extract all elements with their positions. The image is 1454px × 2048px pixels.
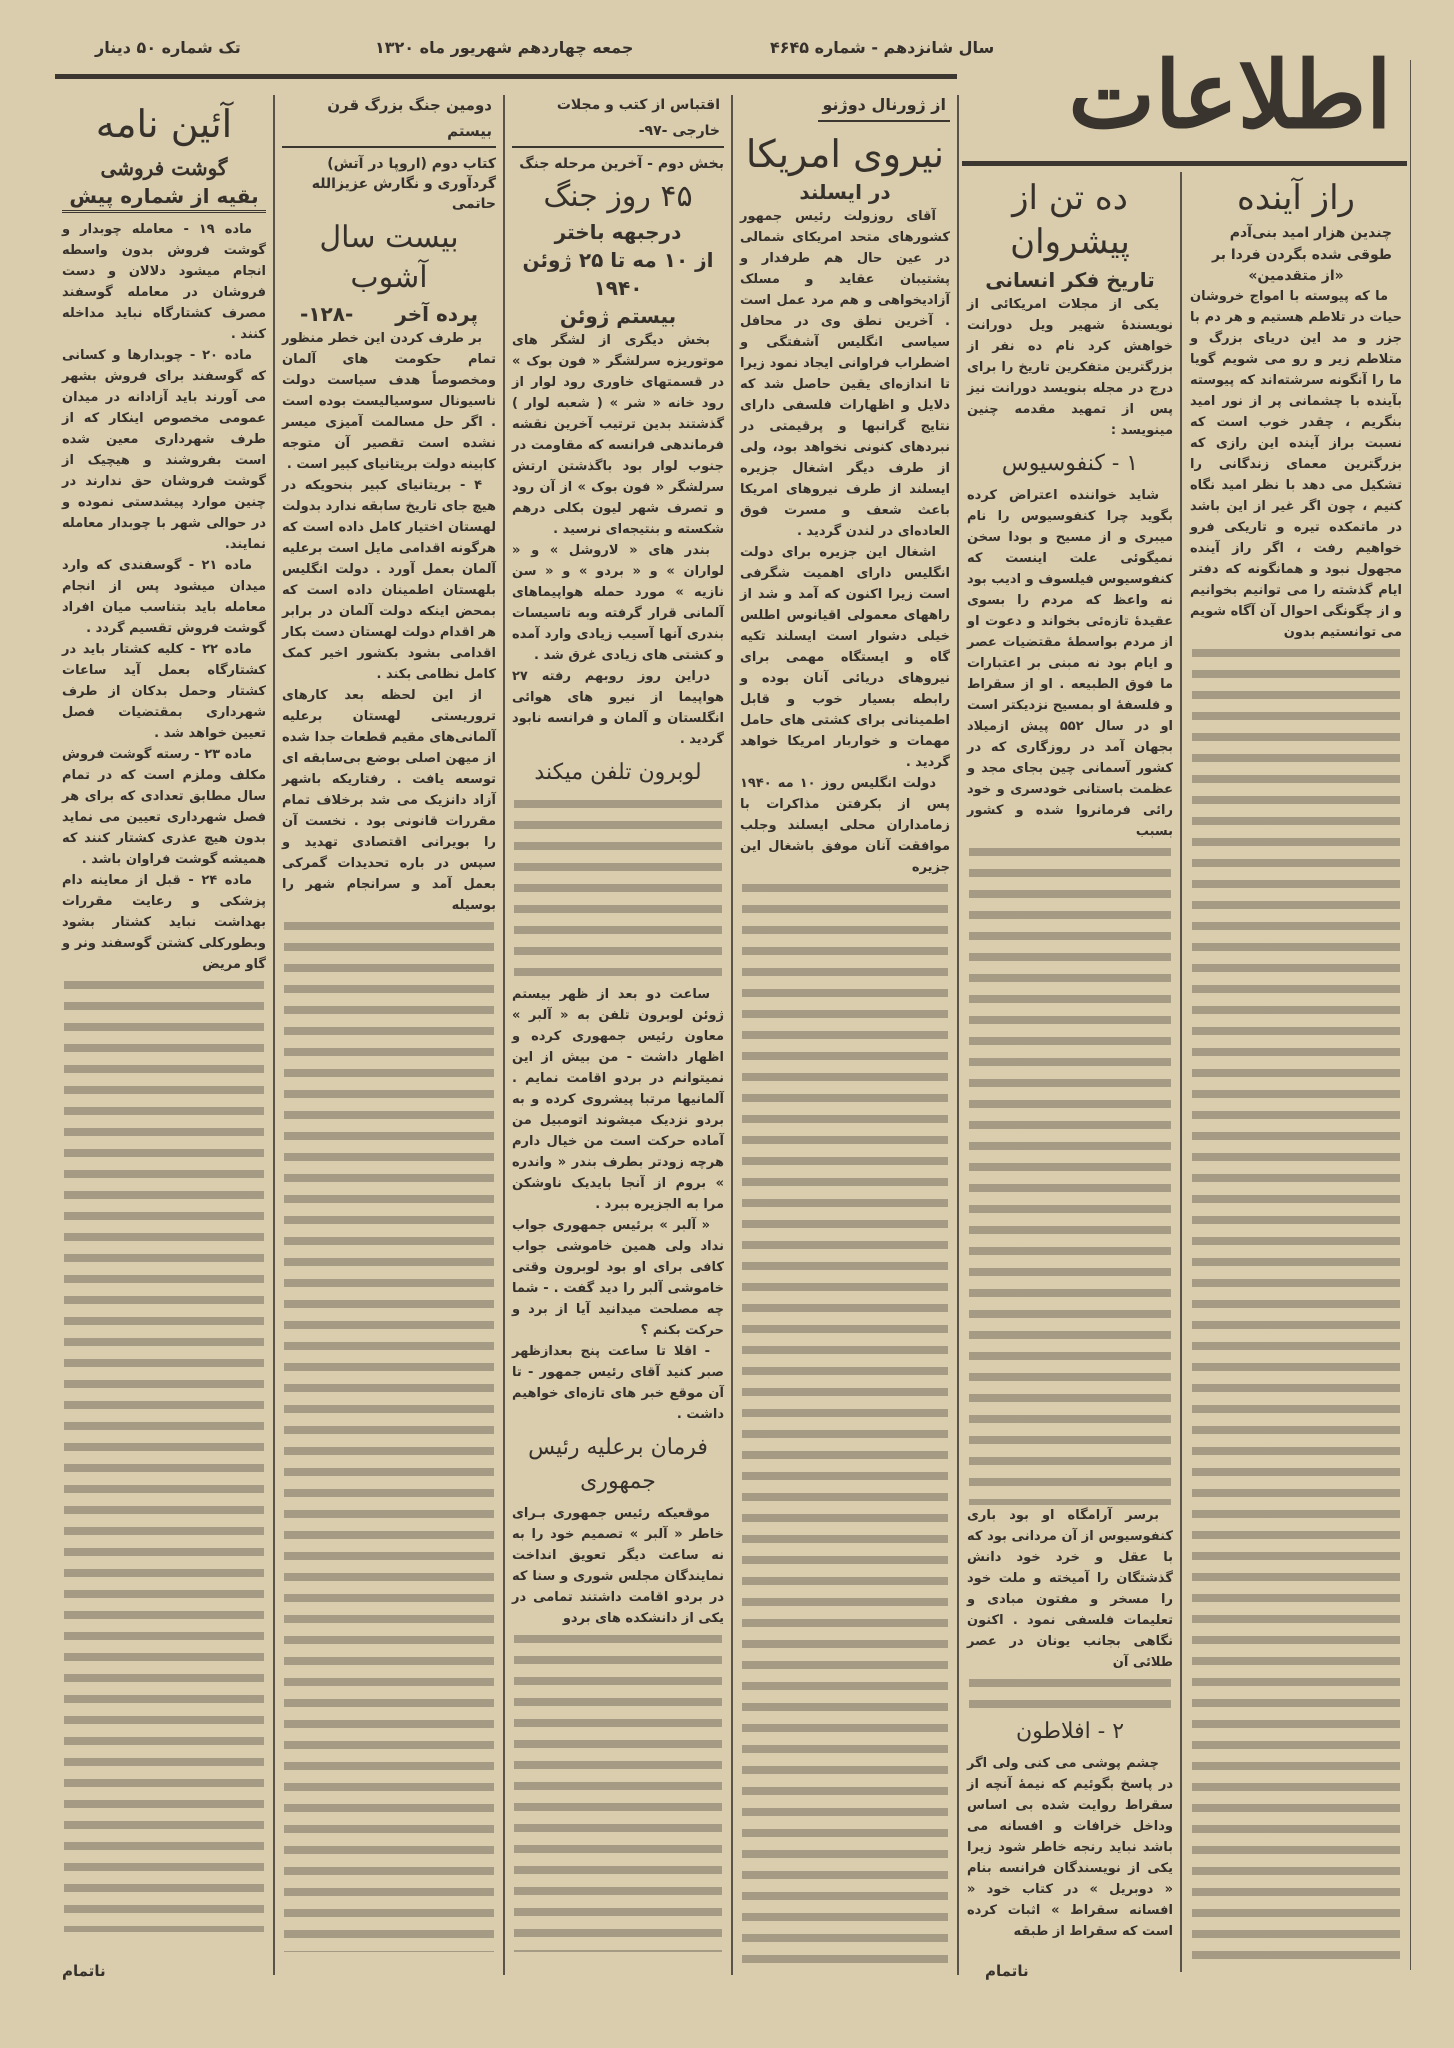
article-paragraph: ساعت دو بعد از ظهر بیستم ژوئن لوبرون تلفن به « آلبر » معاون رئیس جمهوری کرده و اظهار داشت - من بیش از این نمیتوانم در بردو اقامت نمایم . آلمانیها مرتبا پیشروی کرده و به بردو نزدیک میشوند اتومبیل من آماده حرکت است من خیال دارم هرچه زودتر بطرف بندر « واندره » بروم از آنجا بایدیک ناوشکن مرا به الجزیره ببرد . [512,987,724,1212]
article-subtitle: گوشت فروشی [100,156,228,180]
article-aein-nameh [55,92,273,1972]
epigraph: چندین هزار امید بنی‌آدم طوقی شده بگردن فردا بر [1212,225,1392,263]
article-paragraph: ماده ۲۲ - کلیه کشتار باید در کشتارگاه بعمل آید ساعات کشتار وحمل بدکان از طرف شهرداری بمقتضیات فصل تعیین خواهد شد . [62,642,266,741]
article-paragraph: دراین روز روبهم رفته ۲۷ هواپیما از نیرو های هوائی انگلستان و آلمان و فرانسه نابود گردید . [512,669,724,747]
article-paragraph: ماده ۲۴ - قبل از معاینه دام پزشکی و رعایت مقررات بهداشت نباید کشتار بشود وبطورکلی کشتن گوسفند ونر و گاو مریض [62,873,266,972]
issue-date: جمعه چهاردهم شهریور ماه ۱۳۲۰ [375,38,634,57]
article-title: بیست سال آشوب [319,220,459,295]
article-subtitle: تاریخ فکر انسانی [985,268,1155,292]
act-title: پرده آخر [395,302,478,326]
section-title: لوبرون تلفن میکند [534,760,702,785]
section-title: ۲ - افلاطون [1015,1719,1125,1744]
issue-number: سال شانزدهم - شماره ۴۶۴۵ [770,38,995,57]
article-author: گردآوری و نگارش عزیزالله حاتمی [311,176,496,212]
article-paragraph: شاید خواننده اعتراض کرده بگوید چرا کنفوسیوس را نام میبری و از مسیح و بودا سخن نمیگوئی علت اینست که کنفوسیوس فیلسوف و ادیب بود نه واعظ که مردم را بسوی عقیدهٔ تازه‌ئی بخواند و دعوت او از مردم بواسطهٔ مقتضیات عصر و ایام بود نه مبنی بر اعتبارات ما فوق الطبیعه . او از سقراط و فلسفهٔ او بمسیح نزدیکتر است او در سال ۵۵۲ پیش ازمیلاد بجهان آمد در روزگاری که در کشور آسمانی چین بجای مجد و عظمت باستانی خودسری و خود رائی فرمانروا شده و کشور بسبب [967,488,1173,839]
section-title: فرمان برعلیه رئیس جمهوری [528,1435,708,1494]
issue-price: تک شماره ۵۰ دینار [95,38,241,57]
article-paragraph: از این لحظه بعد کارهای تروریستی لهستان برعلیه آلمانی‌های مقیم قطعات جدا شده از میهن اصلی بوضع بی‌سابقه ای توسعه یافت . رفتاریکه باشهر آزاد دانزیک می شد برخلاف تمام مقررات قانونی بود . نخست آن را بویرانی اقتصادی تهدید و سپس در باره تحدیدات گمرکی بعمل آمد و سرانجام شهر را بوسیله [282,688,496,913]
article-day: بیستم ژوئن [559,304,677,328]
article-45-ruz-jang [505,92,731,1972]
article-paragraph: ماده ۲۰ - چوبدارها و کسانی که گوسفند برای فروش بشهر می آورند باید آزادانه در میدان عمومی مخصوص اینکار که از طرف شهرداری معین شده است بفروشند و هیچیک از گوشت فروشان حق ندارند در چنین موارد پیشدستی نموده و در حوالی شهر با چوبدار معامله نمایند. [62,348,266,552]
article-paragraph: ماده ۲۳ - رسته گوشت فروش مکلف وملزم است که در تمام سال مطابق تعدادی که برای هر فصل شهرداری تعیین می نماید بدون هیچ عذری کشتار کنند که همیشه گوشت فراوان باشد . [62,747,266,867]
article-paragraph: « آلبر » برئیس جمهوری جواب نداد ولی همین خاموشی جواب کافی برای او بود لوبرون وقتی خاموشی آلبر را دید گفت . - شما چه مصلحت میدانید آیا از برد و حرکت بکنم ؟ [512,1218,724,1338]
episode-number: -۱۲۸- [300,302,354,326]
article-title: ۴۵ روز جنگ [543,179,693,214]
article-paragraph: ما که پیوسته با امواج خروشان حیات در تلاطم هستیم و هر دم با جزر و مد این دریای بزرگ و متلاطم زیر و رو می شویم گویا ما را آنگونه سرشته‌اند که پیوسته بآینده با چشمانی پر از نور امید بنگریم ، چقدر خوب است که نسبت براز آینده این رازی که بزرگترین معمای زندگانی را تشکیل می دهد با نظر امید نگاه کنیم ، چون اگر غیر از این باشد در ماتمکده تیره و تاریکی فرو خواهیم رفت ، اگر راز آینده مجهول نبود و همانگونه که دفتر ایام گذشته را می توانیم بخوانیم و از چگونگی احوال آن آگاه شویم می توانستیم بدون [1190,289,1402,640]
book-label: کتاب دوم (اروپا در آتش) [327,156,496,172]
article-paragraph: چشم پوشی می کنی ولی اگر در پاسخ بگوئیم که نیمهٔ آنچه از سقراط روایت شده بی اساس وداخل خرافات و افسانه می باشد نباید رنجه خاطر شود زیرا یکی از نویسندگان فرانسه بنام « دوبریل » در کتاب خود « افسانه سقراط » اثبات کرده است که سقراط از طبقه [967,1756,1173,1939]
header-rule [55,74,957,79]
article-kicker: از ژورنال دوژنو [818,92,950,122]
column-divider [1180,172,1182,1972]
illegible-text-area [1192,643,1400,1972]
to-be-continued: ناتمام [62,1962,106,1980]
page-border [1410,60,1411,1970]
act-line [282,300,496,328]
article-dates: از ۱۰ مه تا ۲۵ ژوئن ۱۹۴۰ [522,248,714,300]
illegible-text-area [284,916,494,1952]
illegible-text-area [969,1673,1171,1709]
to-be-continued: ناتمام [985,1962,1029,1980]
article-title: راز آینده [1237,178,1355,218]
article-paragraph: یکی از مجلات امریکائی از نویسندهٔ شهیر ویل دورانت خواهش کرد نام ده نفر از بزرگترین متفکرین تاریخ را برای درج در مجله بنویسد دورانت نیز پس از تمهید مقدمه چنین مینویسد : [967,297,1173,438]
article-paragraph: ماده ۲۱ - گوسفندی که وارد میدان میشود پس از انجام معامله باید بتناسب میان افراد گوشت فروش تقسیم گردد . [62,558,266,636]
epigraph-source: «از متقدمین» [1248,268,1344,284]
illegible-text-area [64,975,264,1932]
article-paragraph: ۴ - بریتانیای کبیر بنحویکه در هیچ جای تاریخ سابقه ندارد بدولت لهستان اختیار کامل داده است که هرگونه اقدامی مایل است برعلیه آلمان بعمل آورد . دولت انگلیس بلهستان اطمینان داده است که بمحض اینکه دولت آلمان در برابر هر اقدام دولت لهستان دست بکار اقدامی بشود بکشور اخیر کمک کامل نظامی بکند . [282,478,496,682]
article-title: ده تن از پیشروان [1010,178,1130,262]
illegible-text-area [514,1629,722,1952]
article-raz-ayande [1183,172,1409,1972]
masthead-rule [962,161,1407,166]
article-paragraph: بندر های « لاروشل » و « لواران » و « بردو » و « سن نازیه » مورد حمله هواپیماهای آلمانی قرار گرفته وبه تاسیسات بندری آنها آسیب زیادی وارد آمده و کشتی های زیادی غرق شد . [512,543,724,663]
article-subtitle: درجبهه باختر [554,220,682,244]
article-paragraph: ماده ۱۹ - معامله چوبدار و گوشت فروش بدون واسطه انجام میشود دلالان و دست فروشان در معامله گوسفند مصرف کشتارگاه نباید مداخله کنند . [62,222,266,342]
article-paragraph: موقعیکه رئیس جمهوری بـرای خاطر « آلبر » تصمیم خود را به نه ساعت دیگر تعویق انداخت نمایندگان مجلس شوری و سنا که در بردو اقامت داشتند تمامی در یکی از دانشکده های بردو [512,1506,724,1626]
article-paragraph: دولت انگلیس روز ۱۰ مه ۱۹۴۰ پس از بکرفتن مذاکرات با زمامداران محلی ایسلند وجلب موافقت آنان موفق باشغال این جزیره [740,776,950,875]
article-niru-amrika [733,92,957,1972]
masthead-logo: اطلاعات [1068,41,1392,149]
article-bist-sal-ashub [275,92,503,1972]
article-kicker: دومین جنگ بزرگ قرن بیستم [282,92,496,148]
article-paragraph: آقای روزولت رئیس جمهور کشورهای متحد امریکای شمالی در عین حال هم طرفدار و پشتیبان عقاید و مسلک آزادیخواهی و هم مرد عمل است . آخرین نطق وی در محافل سیاسی انگلیس آشفتگی و اضطراب فراوانی ایجاد نمود زیرا تا اندازه‌ای یقین حاصل شد که دلایل و اظهارات فلسفی دارای نتایج گرانبها و پرقیمتی در نبردهای کنونی نخواهد بود، ولی از طرف دیگر اشغال جزیره ایسلند از طرف نیروهای امریکا باعث شعف و مسرت فوق العاده‌ای در لندن گردید . [740,209,950,539]
article-title: نیروی امریکا [745,132,945,176]
article-paragraph: برسر آرامگاه او بود باری کنفوسیوس از آن مردانی بود که با عقل و خرد خود دانش گذشتگان را آمیخته و ملت خود را مسخر و مفتون مبادی و تعلیمات فلسفی نمود . اکنون نگاهی بجانب یونان در عصر طلائی آن [967,1508,1173,1671]
illegible-text-area [742,878,948,1972]
illegible-text-area [514,794,722,984]
article-paragraph: - اقلا تا ساعت پنج بعدازظهر صبر کنید آقای رئیس جمهور - تا آن موقع خبر های تازه‌ای خواهیم داشت . [512,1344,724,1422]
illegible-text-area [969,842,1171,1505]
section-title: ۱ - کنفوسیوس [1001,451,1139,476]
article-paragraph: بخش دیگری از لشگر های موتوریزه سرلشگر « فون بوک » در قسمتهای خاوری رود لوار از رود خانه « شر » ( شعبه لوار ) گذشتند بدین ترتیب آخرین نقشه فرماندهی فرانسه که مقاومت در جنوب لوار بود باگذشتن ارتش سرلشگر « فون بوک » از آن رود و تصرف شهر لیون بکلی درهم شکسته و بنتیجه‌ای نرسید . [512,333,724,537]
article-kicker: اقتباس از کتب و مجلات خارجی -۹۷- [512,92,724,148]
article-subtitle: در ایسلند [799,180,891,204]
article-title: آئین نامه [95,102,233,146]
article-dah-tan [960,172,1180,1972]
article-paragraph: اشغال این جزیره برای دولت انگلیس دارای اهمیت شگرفی است زیرا اکنون که آمد و شد از راههای معمولی اقیانوس اطلس خیلی دشوار است ایسلند تکیه گاه و ایستگاه مهمی برای نیروهای دریائی آنان بوده و رابطه بسیار خوب و قابل اطمینانی برای کشتی های حامل مهمات و خواربار امریکا خواهد گردید . [740,545,950,770]
article-paragraph: بر طرف کردن این خطر منظور تمام حکومت های آلمان ومخصوصاً هدف سیاست دولت ناسیونال سوسیالیست بوده است . اگر حل مسالمت آمیزی میسر نشده است تقصیر آن متوجه کابینه دولت بریتانیای کبیر است . [282,331,496,472]
continued-label: بقیه از شماره پیش [62,182,266,213]
column-divider [957,95,959,1975]
article-part: بخش دوم - آخرین مرحله جنگ [519,156,724,172]
